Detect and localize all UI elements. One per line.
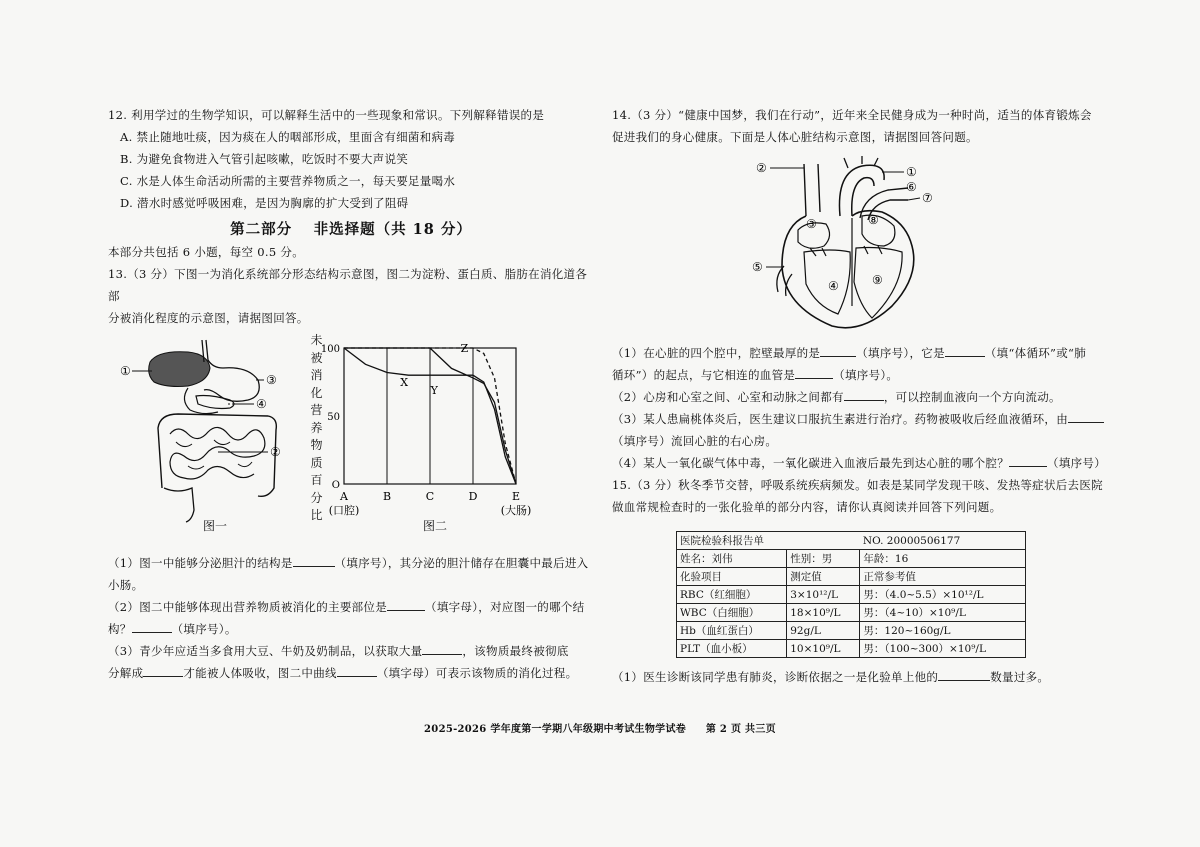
chart-ylabel-text: 未被消化营养物质百分比 bbox=[310, 333, 323, 522]
answer-blank[interactable] bbox=[945, 344, 985, 357]
lab-report-table bbox=[676, 531, 1026, 658]
fig1-label: 图一 bbox=[203, 519, 228, 533]
report-cell: 92g/L bbox=[787, 622, 860, 640]
y-tick-label: 50 bbox=[327, 412, 340, 423]
q13-sub1 bbox=[108, 552, 598, 574]
heart-marker-8: ⑧ bbox=[868, 213, 879, 227]
q14-sub4-a: （4）某人一氧化碳气体中毒，一氧化碳进入血液后最先到达心脏的哪个腔？ bbox=[612, 456, 1010, 470]
heart-marker-2: ② bbox=[756, 161, 767, 175]
q13-sub1-b: （填序号），其分泌的胆汁储存在胆囊中最后进入 bbox=[334, 556, 589, 570]
q14-sub1-b: （填序号），它是 bbox=[856, 346, 945, 360]
x-tick-note: (大肠) bbox=[500, 504, 532, 517]
heart-marker-1: ① bbox=[906, 165, 917, 179]
q12-stem: 12. 利用学过的生物学知识，可以解释生活中的一些现象和常识。下列解释错误的是 bbox=[108, 108, 545, 122]
q14-subquestions bbox=[612, 342, 1122, 518]
y-tick-label: O bbox=[331, 480, 340, 491]
left-column bbox=[108, 104, 594, 329]
q13-sub2-d: （填序号）。 bbox=[171, 622, 237, 636]
fig1-marker-1: ① bbox=[120, 364, 131, 378]
q15-stem-2: 做血常规检查时的一张化验单的部分内容，请你认真阅读并回答下列问题。 bbox=[612, 500, 1002, 514]
answer-blank[interactable] bbox=[938, 668, 990, 681]
fig1-marker-4: ④ bbox=[256, 397, 267, 411]
q13-sub1-a: （1）图一中能够分泌胆汁的结构是 bbox=[108, 556, 293, 570]
fig1-marker-2: ② bbox=[270, 445, 281, 459]
report-cell: 男：120~160g/L bbox=[860, 622, 1026, 640]
x-tick-label: A bbox=[340, 490, 348, 503]
footer-page-number: 第 2 页 共三页 bbox=[705, 724, 776, 735]
part2-note: 本部分共包括 6 小题，每空 0.5 分。 bbox=[108, 245, 305, 259]
series-label-y: Y bbox=[430, 384, 438, 398]
q13-sub3-a: （3）青少年应适当多食用大豆、牛奶及奶制品，以获取大量 bbox=[108, 644, 423, 658]
q15-subquestions bbox=[612, 666, 1122, 688]
q14-sub1-cont bbox=[612, 364, 1122, 386]
page-footer bbox=[0, 720, 1200, 735]
q13-sub2-cont bbox=[108, 618, 598, 640]
footer-exam-title: 2025-2026 学年度第一学期八年级期中考试生物学试卷 bbox=[424, 724, 687, 735]
report-title-row bbox=[677, 532, 1026, 550]
q13-sub3-e: （填字母）可表示该物质的消化过程。 bbox=[376, 666, 578, 680]
q13-subquestions bbox=[108, 552, 598, 684]
q13-sub1-c: 小肠。 bbox=[108, 578, 144, 592]
table-row bbox=[677, 640, 1026, 658]
report-cell: 18×10⁹/L bbox=[787, 604, 860, 622]
q14-sub3 bbox=[612, 408, 1122, 430]
answer-blank[interactable] bbox=[1068, 410, 1104, 423]
q13-sub3 bbox=[108, 640, 598, 662]
q13-sub3-d: 才能被人体吸收，图二中曲线 bbox=[183, 666, 337, 680]
fig2-label: 图二 bbox=[423, 519, 448, 533]
series-label-x: X bbox=[400, 376, 409, 390]
q14-sub1-a: （1）在心脏的四个腔中，腔壁最厚的是 bbox=[612, 346, 821, 360]
report-age: 年龄：16 bbox=[860, 550, 1026, 568]
heart-marker-5: ⑤ bbox=[752, 260, 763, 274]
report-header-item: 化验项目 bbox=[677, 568, 787, 586]
q12-option-b: B. 为避免食物进入气管引起咳嗽，吃饭时不要大声说笑 bbox=[120, 152, 409, 166]
q13-stem-1: 13.（3 分）下图一为消化系统部分形态结构示意图，图二为淀粉、蛋白质、脂肪在消化道各部 bbox=[108, 267, 588, 303]
answer-blank[interactable] bbox=[132, 620, 172, 633]
q15-sub1 bbox=[612, 666, 1122, 688]
series-label-z: Z bbox=[460, 342, 469, 356]
q15-sub1-a: （1）医生诊断该同学患有肺炎，诊断依据之一是化验单上他的 bbox=[612, 670, 939, 684]
report-cell: 男：（4~10）×10⁹/L bbox=[860, 604, 1026, 622]
report-cell: RBC（红细胞） bbox=[677, 586, 787, 604]
answer-blank[interactable] bbox=[337, 664, 377, 677]
report-title bbox=[677, 532, 860, 550]
q13-sub2 bbox=[108, 596, 598, 618]
q12-option-a: A. 禁止随地吐痰，因为痰在人的咽部形成，里面含有细菌和病毒 bbox=[120, 130, 456, 144]
heart-marker-7: ⑦ bbox=[922, 191, 933, 205]
report-number: NO. 20000506177 bbox=[860, 532, 1026, 550]
report-header-value: 测定值 bbox=[787, 568, 860, 586]
q12-option-d: D. 潜水时感觉呼吸困难，是因为胸廓的扩大受到了阻碍 bbox=[120, 196, 409, 210]
table-row bbox=[677, 586, 1026, 604]
answer-blank[interactable] bbox=[1009, 454, 1047, 467]
q14-stem-1: 14.（3 分）“健康中国梦，我们在行动”，近年来全民健身成为一种时尚，适当的体育锻炼会 bbox=[612, 108, 1092, 122]
digestive-system-figure bbox=[118, 338, 298, 538]
x-tick-label: D bbox=[468, 490, 478, 503]
x-tick-label: C bbox=[425, 490, 435, 503]
q14-sub2-b: ，可以控制血液向一个方向流动。 bbox=[883, 390, 1061, 404]
table-row bbox=[677, 604, 1026, 622]
q13-sub2-c: 构？ bbox=[108, 622, 132, 636]
report-cell: PLT（血小板） bbox=[677, 640, 787, 658]
heart-marker-6: ⑥ bbox=[906, 180, 917, 194]
answer-blank[interactable] bbox=[387, 598, 425, 611]
report-name: 姓名：刘伟 bbox=[677, 550, 787, 568]
q15-sub1-b: 数量过多。 bbox=[990, 670, 1050, 684]
q13-sub2-b: （填字母），对应图一的哪个结 bbox=[425, 600, 585, 614]
y-tick-label: 100 bbox=[320, 344, 340, 355]
q14-sub4-b: （填序号） bbox=[1047, 456, 1107, 470]
report-cell: Hb（血红蛋白） bbox=[677, 622, 787, 640]
report-cell: WBC（白细胞） bbox=[677, 604, 787, 622]
answer-blank[interactable] bbox=[293, 554, 335, 567]
q14-stem-2: 促进我们的身心健康。下面是人体心脏结构示意图，请据图回答问题。 bbox=[612, 130, 978, 144]
q13-stem-2: 分被消化程度的示意图，请据图回答。 bbox=[108, 311, 309, 325]
part2-title: 第二部分 非选择题（共 18 分） bbox=[230, 221, 472, 238]
report-header-reference: 正常参考值 bbox=[860, 568, 1026, 586]
answer-blank[interactable] bbox=[143, 664, 183, 677]
heart-figure bbox=[752, 156, 952, 336]
q14-sub2 bbox=[612, 386, 1122, 408]
q14-sub1 bbox=[612, 342, 1122, 364]
q14-sub1-d: 循环”）的起点，与它相连的血管是 bbox=[612, 368, 796, 382]
answer-blank[interactable] bbox=[820, 344, 856, 357]
q14-sub1-c: （填“体循环”或“肺 bbox=[984, 346, 1087, 360]
q14-sub4 bbox=[612, 452, 1122, 474]
report-gender: 性别：男 bbox=[787, 550, 860, 568]
x-tick-label: B bbox=[382, 490, 392, 503]
q13-sub3-c: 分解成 bbox=[108, 666, 144, 680]
report-cell: 男：（4.0~5.5）×10¹²/L bbox=[860, 586, 1026, 604]
digestion-chart bbox=[320, 336, 532, 517]
q13-sub3-b: ，该物质最终被彻底 bbox=[462, 644, 569, 658]
answer-blank[interactable] bbox=[844, 388, 884, 401]
q13-sub3-cont bbox=[108, 662, 598, 684]
x-tick-label: E bbox=[511, 490, 521, 503]
report-cell: 3×10¹²/L bbox=[787, 586, 860, 604]
q15-stem-1: 15.（3 分）秋冬季节交替，呼吸系统疾病频发。如表是某同学发现干咳、发热等症状后去医院 bbox=[612, 478, 1103, 492]
report-cell: 10×10⁹/L bbox=[787, 640, 860, 658]
report-cell: 男：（100~300）×10⁹/L bbox=[860, 640, 1026, 658]
report-title-text: 医院检验科报告单 bbox=[680, 535, 764, 547]
q14-sub3-b: （填序号）流回心脏的右心房。 bbox=[612, 434, 778, 448]
table-row bbox=[677, 622, 1026, 640]
heart-marker-3: ③ bbox=[806, 217, 817, 231]
report-header-row bbox=[677, 568, 1026, 586]
q14-sub1-e: （填序号）。 bbox=[833, 368, 899, 382]
answer-blank[interactable] bbox=[795, 366, 833, 379]
heart-marker-9: ⑨ bbox=[872, 273, 883, 287]
report-patient-row bbox=[677, 550, 1026, 568]
q13-sub2-a: （2）图二中能够体现出营养物质被消化的主要部位是 bbox=[108, 600, 388, 614]
answer-blank[interactable] bbox=[422, 642, 462, 655]
x-tick-note: (口腔) bbox=[328, 504, 360, 517]
right-column bbox=[612, 104, 1112, 148]
chart-ylabel bbox=[310, 332, 326, 525]
q12-option-c: C. 水是人体生命活动所需的主要营养物质之一，每天要足量喝水 bbox=[120, 174, 456, 188]
q14-sub3-a: （3）某人患扁桃体炎后，医生建议口服抗生素进行治疗。药物被吸收后经血液循环，由 bbox=[612, 412, 1069, 426]
heart-marker-4: ④ bbox=[828, 279, 839, 293]
fig1-marker-3: ③ bbox=[266, 373, 277, 387]
q14-sub2-a: （2）心房和心室之间、心室和动脉之间都有 bbox=[612, 390, 844, 404]
